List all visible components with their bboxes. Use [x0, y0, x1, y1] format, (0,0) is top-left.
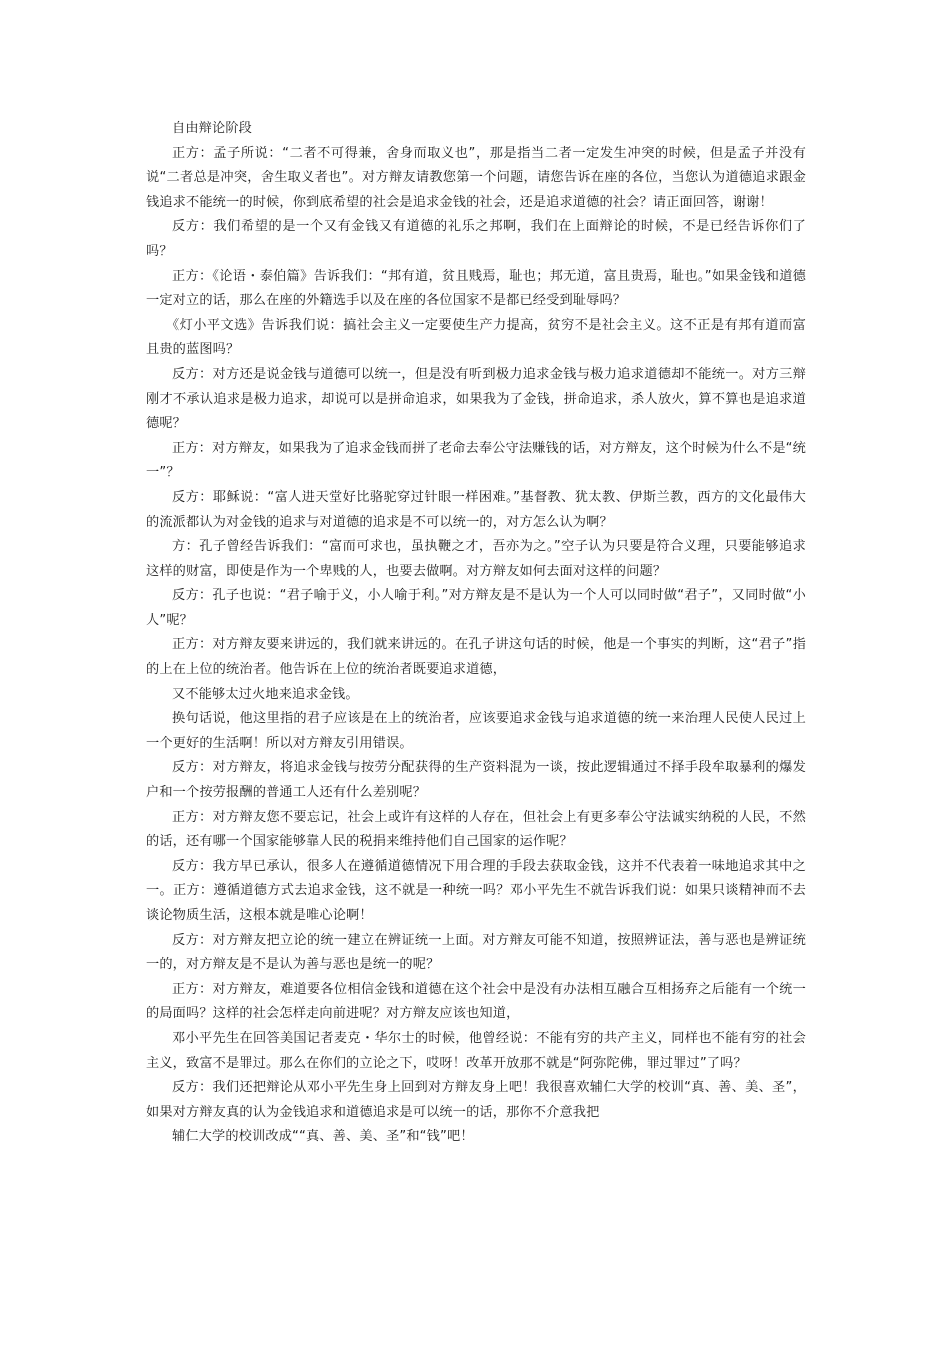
paragraph: 辅仁大学的校训改成““真、善、美、圣”和“钱”吧！: [172, 1129, 474, 1145]
debate-transcript: [146, 117, 806, 1150]
paragraph: 正方：对方辩友您不要忘记，社会上或许有这样的人存在，但社会上有更多奉公守法诚实纳税的人民，不然的话，还有哪一个国家能够靠人民的税捐来维持他们自己国家的运作呢？: [146, 809, 806, 850]
paragraph: 反方：孔子也说：“君子喻于义，小人喻于利。”对方辩友是不是认为一个人可以同时做“君子”，又同时做“小人”呢？: [146, 588, 806, 628]
paragraph: 正方：对方辩友，如果我为了追求金钱而拼了老命去奉公守法赚钱的话，对方辩友，这个时候为什么不是“统一”？: [146, 440, 806, 481]
paragraph: 正方：对方辩友要来讲远的，我们就来讲远的。在孔子讲这句话的时候，他是一个事实的判断，这“君子”指的上在上位的统治者。他告诉在上位的统治者既要追求道德，: [146, 637, 806, 678]
paragraph: 正方：孟子所说：“二者不可得兼，舍身而取义也”，那是指当二者一定发生冲突的时候，但是孟子并没有说“二者总是冲突，舍生取义者也”。对方辩友请教您第一个问题，请您告诉在座的各位，当您认为道德追求跟金钱追求不能统一的时候，你到底希望的社会是追求金钱的社会，还是追求道德的社会？请正面回答，谢谢！: [146, 145, 806, 210]
paragraph: 反方：我方早已承认，很多人在遵循道德情况下用合理的手段去获取金钱，这并不代表着一味地追求其中之一。正方：遵循道德方式去追求金钱，这不就是一种统一吗？邓小平先生不就告诉我们说：如果只谈精神而不去谈论物质生活，这根本就是唯心论啊！: [146, 858, 806, 923]
paragraph: 正方：对方辩友，难道要各位相信金钱和道德在这个社会中是没有办法相互融合互相扬弃之后能有一个统一的局面吗？这样的社会怎样走向前进呢？对方辩友应该也知道，: [146, 981, 806, 1022]
paragraph: 正方：《论语・泰伯篇》告诉我们：“邦有道，贫且贱焉，耻也；邦无道，富且贵焉，耻也。”如果金钱和道德一定对立的话，那么在座的外籍选手以及在座的各位国家不是都已经受到耻辱吗？: [146, 268, 806, 309]
paragraph: 反方：我们希望的是一个又有金钱又有道德的礼乐之邦啊，我们在上面辩论的时候，不是已经告诉你们了吗？: [146, 219, 806, 259]
paragraph: 邓小平先生在回答美国记者麦克・华尔士的时候，他曾经说：不能有穷的共产主义，同样也不能有穷的社会主义，致富不是罪过。那么在你们的立论之下，哎呀！改革开放那不就是“阿弥陀佛，罪过罪过”了吗？: [146, 1030, 806, 1071]
paragraph: 方：孔子曾经告诉我们：“富而可求也，虽执鞭之才，吾亦为之。”空子认为只要是符合义理，只要能够追求这样的财富，即使是作为一个卑贱的人，也要去做啊。对方辩友如何去面对这样的问题？: [146, 539, 806, 579]
paragraph: 反方：我们还把辩论从邓小平先生身上回到对方辩友身上吧！我很喜欢辅仁大学的校训“真、善、美、圣”，如果对方辩友真的认为金钱追求和道德追求是可以统一的话，那你不介意我把: [146, 1080, 806, 1120]
paragraph: 反方：对方辩友把立论的统一建立在辨证统一上面。对方辩友可能不知道，按照辨证法，善与恶也是辨证统一的，对方辩友是不是认为善与恶也是统一的呢？: [146, 932, 806, 973]
paragraph: 又不能够太过火地来追求金钱。: [172, 686, 359, 702]
paragraph: 换句话说，他这里指的君子应该是在上的统治者，应该要追求金钱与追求道德的统一来治理人民使人民过上一个更好的生活啊！所以对方辩友引用错误。: [146, 711, 806, 751]
paragraph: 反方：对方还是说金钱与道德可以统一，但是没有听到极力追求金钱与极力追求道德却不能统一。对方三辩刚才不承认追求是极力追求，却说可以是拼命追求，如果我为了金钱，拼命追求，杀人放火，算不算也是追求道德呢？: [146, 366, 806, 432]
paragraph: 《灯小平文选》告诉我们说：搞社会主义一定要使生产力提高，贫穷不是社会主义。这不正是有邦有道而富且贵的蓝图吗？: [146, 317, 806, 358]
section-title: 自由辩论阶段: [172, 121, 253, 136]
paragraph: 反方：对方辩友，将追求金钱与按劳分配获得的生产资料混为一谈，按此逻辑通过不择手段牟取暴利的爆发户和一个按劳报酬的普通工人还有什么差别呢？: [146, 760, 806, 801]
paragraph: 反方：耶稣说：“富人进天堂好比骆驼穿过针眼一样困难。”基督教、犹太教、伊斯兰教，西方的文化最伟大的流派都认为对金钱的追求与对道德的追求是不可以统一的，对方怎么认为啊？: [146, 489, 806, 530]
